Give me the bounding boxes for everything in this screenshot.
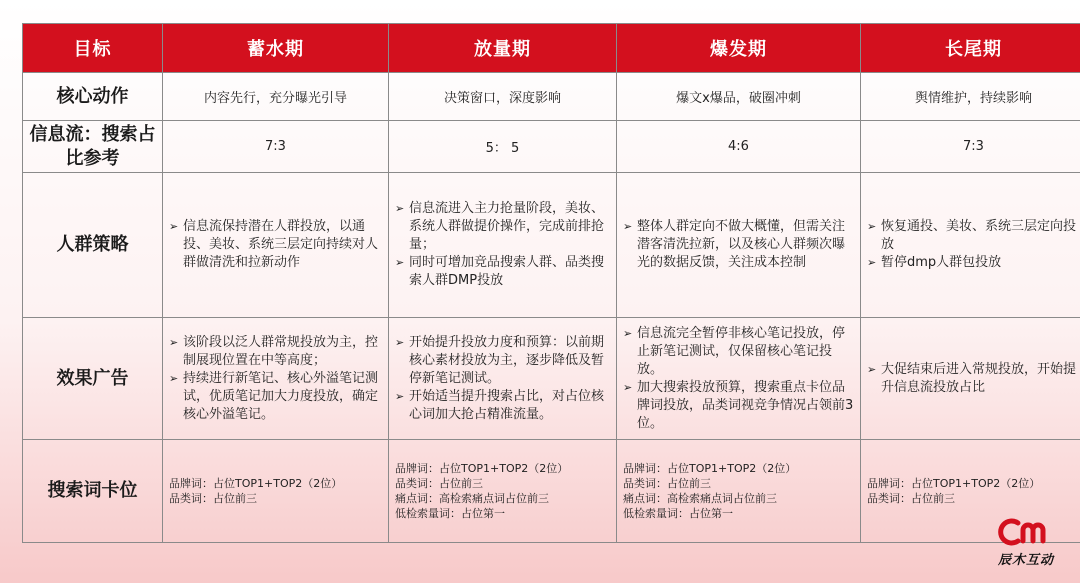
row-effect-ads [23, 318, 1080, 440]
bullet-item: ➢ 开始提升投放力度和预算：以前期核心素材投放为主，逐步降低及暂停新笔记测试。 [395, 334, 605, 386]
bullet-item: ➢ 持续进行新笔记、核心外溢笔记测试，优质笔记加大力度投放，确定核心外溢笔记。 [169, 370, 379, 422]
bullet-item: ➢ 大促结束后进入常规投放，开始提升信息流投放占比 [867, 361, 1077, 395]
arrow-bullet-icon: ➢ [623, 326, 633, 340]
bullet-item: ➢ 加大搜索投放预算，搜索重点卡位品牌词投放，品类词视竞争情况占领前3位。 [623, 379, 854, 431]
ratio-cell: 5： 5 [389, 121, 617, 173]
core-action-cell: 舆情维护，持续影响 [861, 73, 1080, 121]
keyword-line: 品类词：占位前三 [395, 477, 483, 490]
arrow-bullet-icon: ➢ [395, 202, 405, 215]
bullet-item: ➢ 恢复通投、美妆、系统三层定向投放 [867, 219, 1077, 252]
effect-cell [389, 318, 617, 440]
bullet-item: ➢ 开始适当提升搜索占比，对占位核心词加大抢占精准流量。 [395, 388, 605, 422]
crowd-cell [861, 173, 1080, 318]
core-action-cell: 内容先行，充分曝光引导 [163, 73, 389, 121]
ratio-cell: 7:3 [861, 121, 1080, 173]
arrow-bullet-icon: ➢ [867, 256, 877, 269]
keyword-line: 品牌词：占位TOP1+TOP2（2位） [395, 462, 569, 475]
logo-text: 辰木互动 [997, 553, 1054, 568]
effect-cell [861, 318, 1080, 440]
header-burst-phase: 爆发期 [617, 24, 861, 73]
arrow-bullet-icon: ➢ [623, 380, 633, 394]
crowd-cell [617, 173, 861, 318]
keyword-line: 品牌词：占位TOP1+TOP2（2位） [867, 477, 1041, 490]
row-label-core-action: 核心动作 [23, 73, 163, 121]
logo-mark-icon [996, 517, 1056, 547]
bullet-item: ➢ 整体人群定向不做大概懂，但需关注潜客清洗拉新，以及核心人群频次曝光的数据反馈，关注成本控制 [623, 219, 846, 270]
effect-cell [163, 318, 389, 440]
strategy-table-container [22, 23, 1080, 543]
arrow-bullet-icon: ➢ [395, 256, 405, 269]
row-keyword-position [23, 440, 1080, 543]
arrow-bullet-icon: ➢ [169, 220, 179, 233]
row-label-crowd-strategy: 人群策略 [23, 173, 163, 318]
keyword-line: 品类词：占位前三 [169, 492, 257, 505]
arrow-bullet-icon: ➢ [169, 335, 179, 349]
bullet-item: ➢ 该阶段以泛人群常规投放为主，控制展现位置在中等高度； [169, 334, 379, 368]
row-crowd-strategy [23, 173, 1080, 318]
arrow-bullet-icon: ➢ [623, 220, 633, 233]
crowd-cell [389, 173, 617, 318]
arrow-bullet-icon: ➢ [395, 335, 405, 349]
crowd-cell [163, 173, 389, 318]
bullet-item: ➢ 暂停dmp人群包投放 [867, 255, 1002, 270]
arrow-bullet-icon: ➢ [867, 220, 877, 233]
keyword-line: 品牌词：占位TOP1+TOP2（2位） [169, 477, 343, 490]
arrow-bullet-icon: ➢ [395, 389, 405, 403]
bullet-item: ➢ 信息流保持潜在人群投放，以通投、美妆、系统三层定向持续对人群做清洗和拉新动作 [169, 219, 379, 270]
bullet-item: ➢ 同时可增加竞品搜索人群、品类搜索人群DMP投放 [395, 255, 605, 288]
row-label-effect-ads: 效果广告 [23, 318, 163, 440]
keyword-line: 痛点词：高检索痛点词占位前三 [623, 492, 777, 505]
header-volume-phase: 放量期 [389, 24, 617, 73]
row-ratio [23, 121, 1080, 173]
ratio-cell: 4:6 [617, 121, 861, 173]
keyword-line: 品类词：占位前三 [867, 492, 955, 505]
strategy-table [22, 23, 1080, 543]
row-core-action [23, 73, 1080, 121]
arrow-bullet-icon: ➢ [867, 362, 877, 376]
header-row [23, 24, 1080, 73]
keyword-line: 品类词：占位前三 [623, 477, 711, 490]
bullet-item: ➢ 信息流完全暂停非核心笔记投放，停止新笔记测试，仅保留核心笔记投放。 [623, 325, 846, 377]
bullet-item: ➢ 信息流进入主力抢量阶段，美妆、系统人群做提价操作，完成前排抢量； [395, 201, 605, 252]
core-action-cell: 爆文x爆品，破圈冲刺 [617, 73, 861, 121]
row-label-ratio: 信息流：搜索占比参考 [23, 121, 163, 173]
keyword-cell [163, 440, 389, 543]
core-action-cell: 决策窗口，深度影响 [389, 73, 617, 121]
keyword-line: 低检索量词：占位第一 [623, 507, 733, 520]
keyword-line: 品牌词：占位TOP1+TOP2（2位） [623, 462, 797, 475]
keyword-line: 低检索量词：占位第一 [395, 507, 505, 520]
company-logo [990, 517, 1062, 568]
keyword-cell [389, 440, 617, 543]
keyword-line: 痛点词：高检索痛点词占位前三 [395, 492, 549, 505]
header-storage-phase: 蓄水期 [163, 24, 389, 73]
header-goal: 目标 [23, 24, 163, 73]
ratio-cell: 7:3 [163, 121, 389, 173]
keyword-cell [617, 440, 861, 543]
row-label-keyword-position: 搜索词卡位 [23, 440, 163, 543]
arrow-bullet-icon: ➢ [169, 371, 179, 385]
header-longtail-phase: 长尾期 [861, 24, 1080, 73]
effect-cell [617, 318, 861, 440]
